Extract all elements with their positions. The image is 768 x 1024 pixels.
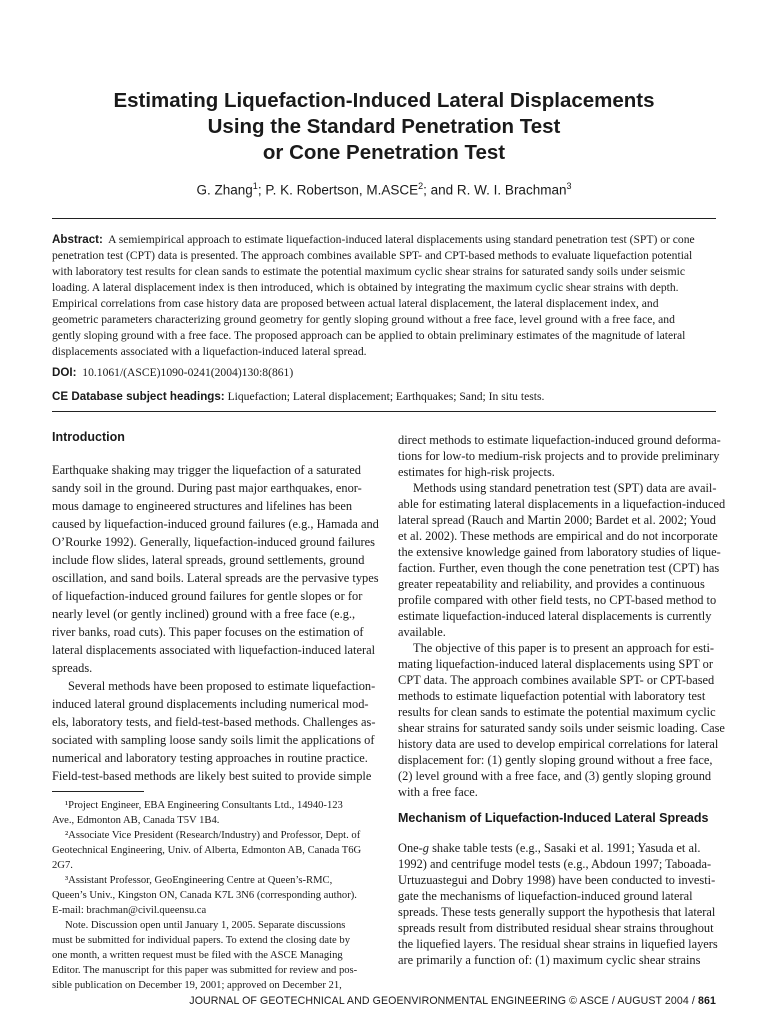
body-line: mous damage to engineered structures and lifelines has been xyxy=(52,499,353,513)
body-line: the extensive knowledge gained from laboratory studies of lique- xyxy=(398,545,721,559)
body-line: of liquefaction-induced ground failures for gentle slopes or for xyxy=(52,589,363,603)
abstract-line: Empirical correlations from case history data are proposed between actual lateral displacement, the lateral displacement index, and xyxy=(52,297,659,310)
author-name: G. Zhang xyxy=(196,182,253,198)
subject-label: CE Database subject headings: xyxy=(52,390,225,403)
footnote-line: Editor. The manuscript for this paper was submitted for review and pos- xyxy=(52,965,358,976)
body-line: methods to estimate liquefaction potential with laboratory test xyxy=(398,689,706,703)
body-line: sandy soil in the ground. During past major earthquakes, enor- xyxy=(52,481,362,495)
body-line: els, laboratory tests, and field-test-based methods. Challenges as- xyxy=(52,715,376,729)
body-line: CPT data. The approach combines available SPT- or CPT-based xyxy=(398,673,715,687)
body-line: shear strains for saturated sandy soils under seismic loading. Case xyxy=(398,721,725,735)
body-line: sociated with sampling loose sandy soils limit the applications of xyxy=(52,733,375,747)
body-line: estimate liquefaction-induced lateral displacements is currently xyxy=(398,609,712,623)
body-line: Methods using standard penetration test (SPT) data are avail- xyxy=(413,481,717,495)
abstract-line: Abstract: A semiempirical approach to estimate liquefaction-induced lateral displacements using standard penetration test (SPT) or cone xyxy=(52,233,695,246)
body-line: able for estimating lateral displacements in a liquefaction-induced xyxy=(398,497,726,511)
body-line: oscillation, and sand boils. Lateral spreads are the pervasive types xyxy=(52,571,379,585)
author-name: ; P. K. Robertson, M.ASCE xyxy=(257,182,419,198)
body-line: estimates for high-risk projects. xyxy=(398,465,555,479)
section-heading-introduction: Introduction xyxy=(52,430,125,444)
section-heading-mechanism: Mechanism of Liquefaction-Induced Lateral Spreads xyxy=(398,811,709,825)
body-line: numerical and laboratory testing approaches in routine practice. xyxy=(52,751,368,765)
subject-headings xyxy=(52,388,544,406)
body-line: Several methods have been proposed to estimate liquefaction- xyxy=(68,679,376,693)
abstract-line: with laboratory test results for clean sands to estimate the potential maximum cyclic shear strains for saturated sandy soils under seismic xyxy=(52,265,685,278)
body-line: available. xyxy=(398,625,446,639)
abstract-label: Abstract: xyxy=(52,233,103,246)
footnote-line: one month, a written request must be filed with the ASCE Managing xyxy=(52,950,343,961)
body-line: lateral spread (Rauch and Martin 2000; Bardet et al. 2002; Youd xyxy=(398,513,716,527)
body-line: (2) level ground with a free face, and (3) gently sloping ground xyxy=(398,769,712,783)
title-line: or Cone Penetration Test xyxy=(262,141,506,164)
affiliation-mark: 1 xyxy=(252,181,258,191)
body-line: are primarily a function of: (1) maximum cyclic shear strains xyxy=(398,953,701,967)
body-line: Earthquake shaking may trigger the liquefaction of a saturated xyxy=(52,463,361,477)
abstract-line: gently sloping ground with a free face. The proposed approach can be applied to obtain preliminary estimates of the magnitude of lateral xyxy=(52,329,686,342)
page-number: 861 xyxy=(698,995,716,1007)
body-line: Urtuzuastegui and Dobry 1998) have been conducted to investi- xyxy=(398,873,716,887)
top-rule xyxy=(52,218,716,219)
footnote-line: ²Associate Vice President (Research/Industry) and Professor, Dept. of xyxy=(65,830,361,841)
body-line: with a free face. xyxy=(398,785,478,799)
author-name: ; and R. W. I. Brachman xyxy=(423,182,567,198)
footnote-line: ¹Project Engineer, EBA Engineering Consultants Ltd., 14940-123 xyxy=(65,800,343,811)
abstract-line: displacements associated with a liquefaction-induced lateral spread. xyxy=(52,345,367,358)
body-line: nearly level (or gently inclined) ground with a free face (e.g., xyxy=(52,607,356,621)
body-line: induced lateral ground displacements including numerical mod- xyxy=(52,697,369,711)
running-footer xyxy=(189,995,716,1007)
body-line: spreads. xyxy=(52,661,93,675)
doi-label: DOI: xyxy=(52,366,77,379)
body-line: history data are used to develop empirical correlations for lateral xyxy=(398,737,719,751)
body-line: results for clean sands to estimate the potential maximum cyclic xyxy=(398,705,716,719)
body-line: lateral displacements associated with liquefaction-induced lateral xyxy=(52,643,376,657)
affiliation-mark: 3 xyxy=(566,181,572,191)
paper-title xyxy=(0,88,768,166)
body-line: mating liquefaction-induced lateral displacements using SPT or xyxy=(398,657,713,671)
abstract-line: penetration test (CPT) data is presented. The approach combines available SPT- and CPT-based methods to evaluate liquefaction potential xyxy=(52,249,693,262)
body-line: the liquefied layers. The residual shear strains in liquefied layers xyxy=(398,937,718,951)
footnote-line: Geotechnical Engineering, Univ. of Alberta, Edmonton AB, Canada T6G xyxy=(52,845,362,856)
footnote-line: Note. Discussion open until January 1, 2005. Separate discussions xyxy=(65,920,346,931)
body-line: spreads result from distributed residual shear strains throughout xyxy=(398,921,714,935)
body-line: tions for low-to medium-risk projects and to provide preliminary xyxy=(398,449,720,463)
footnote-line: Ave., Edmonton AB, Canada T5V 1B4. xyxy=(52,815,220,826)
affiliation-mark: 2 xyxy=(418,181,424,191)
doi-line xyxy=(52,364,293,382)
body-line: The objective of this paper is to present an approach for esti- xyxy=(413,641,715,655)
footnote-line: sible publication on December 19, 2001; approved on December 21, xyxy=(52,980,342,991)
footnote-line: ³Assistant Professor, GeoEngineering Centre at Queen’s-RMC, xyxy=(65,875,333,886)
doi-value: 10.1061/(ASCE)1090-0241(2004)130:8(861) xyxy=(82,366,294,379)
body-line: caused by liquefaction-induced ground failures (e.g., Hamada and xyxy=(52,517,379,531)
body-line: river banks, road cuts). This paper focuses on the estimation of xyxy=(52,625,364,639)
body-line: O’Rourke 1992). Generally, liquefaction-induced ground failures xyxy=(52,535,375,549)
footnote-line: Queen’s Univ., Kingston ON, Canada K7L 3N6 (corresponding author). xyxy=(52,890,357,901)
body-line: profile compared with other field tests, no CPT-based method to xyxy=(398,593,717,607)
body-line: direct methods to estimate liquefaction-induced ground deforma- xyxy=(398,433,721,447)
abstract-line: loading. A lateral displacement index is then introduced, which is obtained by integrating the maximum cyclic shear strains with depth. xyxy=(52,281,679,294)
body-line: One-g shake table tests (e.g., Sasaki et al. 1991; Yasuda et al. xyxy=(398,841,701,855)
subject-value: Liquefaction; Lateral displacement; Earthquakes; Sand; In situ tests. xyxy=(227,390,545,403)
body-line: include flow slides, lateral spreads, ground settlements, ground xyxy=(52,553,365,567)
title-line: Using the Standard Penetration Test xyxy=(207,115,561,138)
body-line: displacement for: (1) gently sloping ground without a free face, xyxy=(398,753,713,767)
title-line: Estimating Liquefaction-Induced Lateral Displacements xyxy=(113,89,655,112)
footnote-rule xyxy=(52,791,144,792)
body-line: spreads. These tests generally support the hypothesis that lateral xyxy=(398,905,716,919)
journal-footer-text: JOURNAL OF GEOTECHNICAL AND GEOENVIRONMENTAL ENGINEERING © ASCE / AUGUST 2004 / xyxy=(189,995,699,1007)
body-line: gate the mechanisms of liquefaction-induced ground lateral xyxy=(398,889,693,903)
footnote-line: must be submitted for individual papers. To extend the closing date by xyxy=(52,935,350,946)
body-line: et al. 2002). These methods are empirical and do not incorporate xyxy=(398,529,718,543)
body-line: Field-test-based methods are likely best suited to provide simple xyxy=(52,769,372,783)
abstract-rule xyxy=(52,411,716,412)
footnote-line: E-mail: brachman@civil.queensu.ca xyxy=(52,905,207,916)
author-list xyxy=(0,181,768,198)
abstract-line: geometric parameters characterizing ground geometry for gently sloping ground without a free face, level ground with a free face, and xyxy=(52,313,675,326)
footnote-line: 2G7. xyxy=(52,860,73,871)
body-line: greater repeatability and reliability, and provides a continuous xyxy=(398,577,705,591)
body-line: faction. Further, even though the cone penetration test (CPT) has xyxy=(398,561,720,575)
body-line: 1992) and centrifuge model tests (e.g., Abdoun 1997; Taboada- xyxy=(398,857,712,871)
